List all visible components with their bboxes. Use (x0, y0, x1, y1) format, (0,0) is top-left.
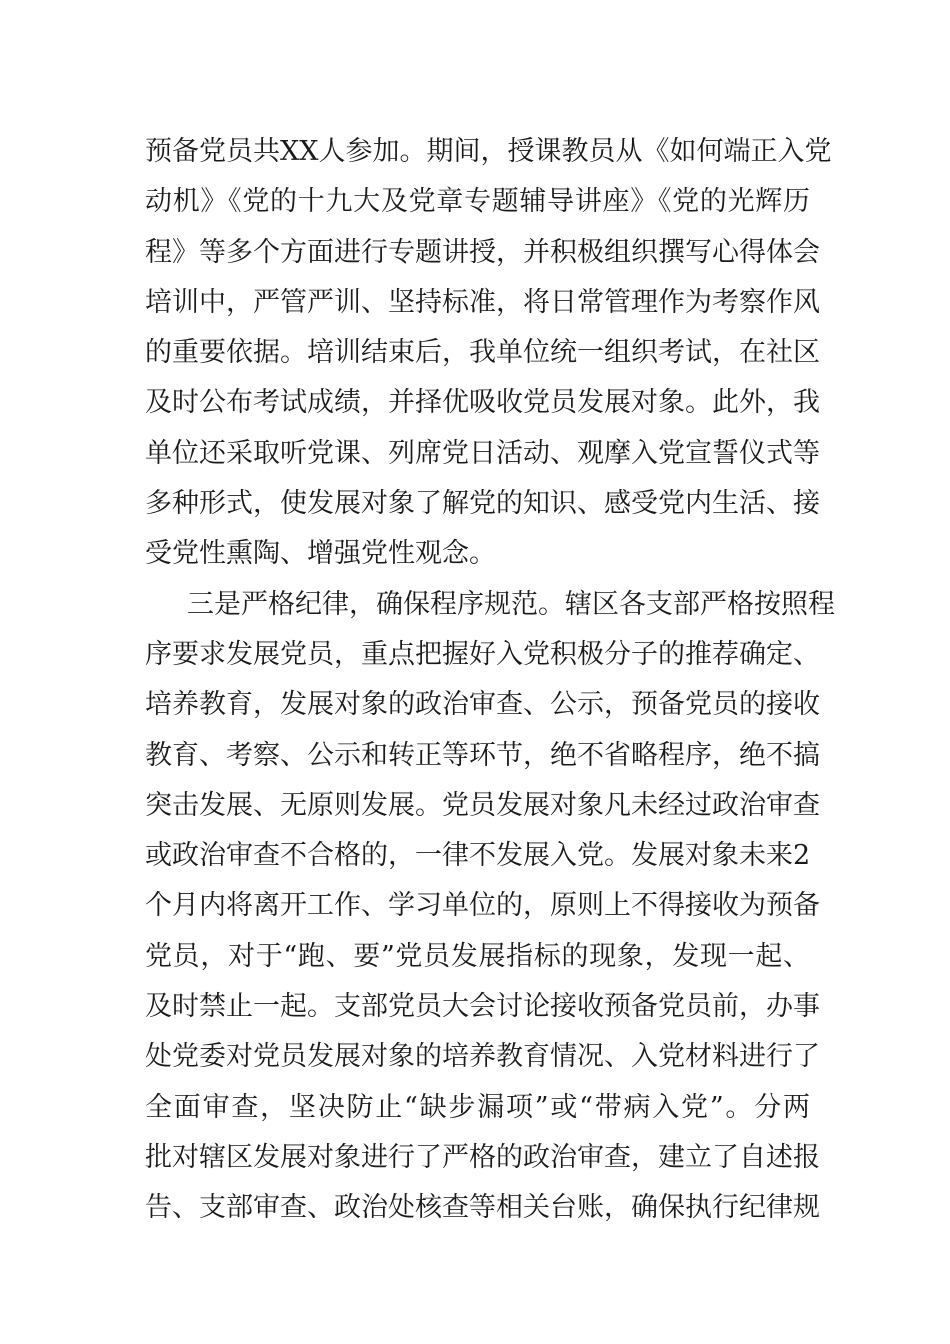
text-line: 预备党员共XX人参加。期间，授课教员从《如何端正入党 (145, 136, 832, 167)
text-line: 动机》《党的十九大及党章专题辅导讲座》《党的光辉历 (145, 186, 810, 218)
text-line: 多种形式，使发展对象了解党的知识、感受党内生活、接 (145, 488, 820, 520)
text-line: 处党委对党员发展对象的培养教育情况、入党材料进行了 (145, 1041, 820, 1073)
text-line: 单位还采取听党课、列席党日活动、观摩入党宣誓仪式等 (145, 437, 820, 469)
text-line: 培训中，严管严训、坚持标准，将日常管理作为考察作风 (145, 286, 820, 318)
text-line: 个月内将离开工作、学习单位的，原则上不得接收为预备 (145, 890, 820, 922)
text-line: 告、支部审查、政治处核查等相关台账，确保执行纪律规 (145, 1192, 820, 1224)
text-line: 的重要依据。培训结束后，我单位统一组织考试，在社区 (145, 337, 820, 369)
text-line: 序要求发展党员，重点把握好入党积极分子的推荐确定、 (145, 638, 820, 670)
paragraph-end-line: 受党性熏陶、增强党性观念。 (145, 538, 496, 570)
body-text (145, 127, 835, 1234)
paragraph-start-line: 三是严格纪律，确保程序规范。辖区各支部严格按照程 (187, 588, 835, 620)
text-line: 及时禁止一起。支部党员大会讨论接收预备党员前，办事 (145, 991, 820, 1023)
text-line: 或政治审查不合格的，一律不发展入党。发展对象未来2 (145, 840, 811, 872)
text-line: 教育、考察、公示和转正等环节，绝不省略程序，绝不搞 (145, 739, 820, 771)
text-line: 及时公布考试成绩，并择优吸收党员发展对象。此外，我 (145, 387, 820, 419)
text-line: 培养教育，发展对象的政治审查、公示，预备党员的接收 (145, 689, 820, 721)
text-line: 突击发展、无原则发展。党员发展对象凡未经过政治审查 (145, 789, 820, 821)
text-line: 批对辖区发展对象进行了严格的政治审查，建立了自述报 (145, 1141, 820, 1173)
text-line: 全面审查，坚决防止“缺步漏项”或“带病入党”。分两 (145, 1091, 810, 1123)
text-line: 程》等多个方面进行专题讲授，并积极组织撰写心得体会 (145, 236, 820, 268)
text-line: 党员，对于“跑、要”党员发展指标的现象，发现一起、 (145, 940, 810, 972)
